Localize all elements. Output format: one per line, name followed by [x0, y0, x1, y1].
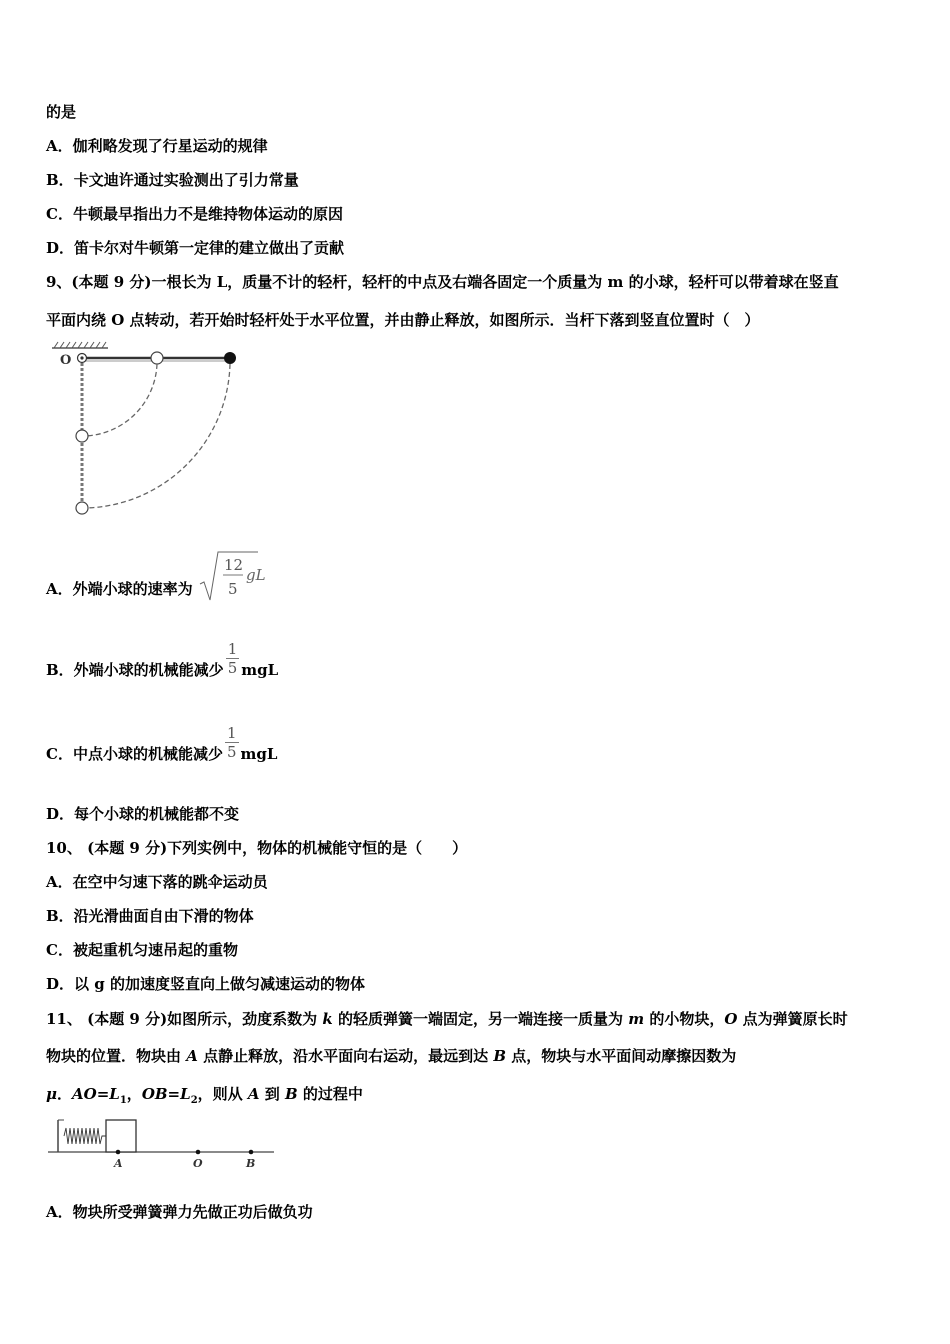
pivot-label-o: O: [60, 353, 72, 368]
fraction-denominator: 5: [227, 580, 238, 598]
q9-option-b[interactable]: [46, 639, 279, 680]
option-text: 牛顿最早指出力不是维持物体运动的原因: [72, 205, 343, 223]
option-tail: mgL: [240, 745, 278, 763]
option-text: 笛卡尔对牛顿第一定律的建立做出了贡献: [74, 239, 345, 257]
q9-rod-figure: [44, 340, 254, 525]
label-b: B: [246, 1157, 256, 1170]
option-letter: A．: [46, 137, 73, 155]
q9-stem-line2: 平面内绕 O 点转动，若开始时轻杆处于水平位置，并由静止释放，如图所示．当杆下落到竖直位置时（ ）: [46, 311, 760, 329]
q11-stem-line2: 物块的位置．物块由 A 点静止释放，沿水平面向右运动，最远到达 B 点，物块与水平面间动摩擦因数为: [46, 1047, 737, 1065]
middle-ball-lower: [76, 430, 88, 442]
option-letter: C．: [46, 205, 73, 223]
option-letter: B．: [46, 171, 74, 189]
q9-option-d[interactable]: D．每个小球的机械能都不变: [46, 805, 240, 823]
q8-option-a[interactable]: [46, 136, 268, 156]
q10-option-d[interactable]: D．以 g 的加速度竖直向上做匀减速运动的物体: [46, 975, 365, 993]
outer-ball: [224, 352, 236, 364]
q9-option-a[interactable]: [46, 556, 266, 604]
option-tail: mgL: [241, 661, 279, 679]
q8-stem-tail: 的是: [46, 103, 77, 121]
fraction-denominator: 5: [227, 658, 238, 677]
q8-option-b[interactable]: [46, 170, 299, 190]
block: [106, 1120, 136, 1152]
ceiling-hatch: [54, 342, 106, 348]
q10-option-b[interactable]: B．沿光滑曲面自由下滑的物体: [46, 907, 254, 925]
outer-ball-lower: [76, 502, 88, 514]
fraction-numerator: 1: [226, 723, 237, 742]
point-o: [196, 1150, 201, 1155]
option-text: 伽利略发现了行星运动的规律: [72, 137, 268, 155]
fraction-denominator: 5: [226, 742, 237, 761]
q10-option-a[interactable]: A．在空中匀速下落的跳伞运动员: [46, 873, 268, 891]
fraction: [226, 640, 240, 677]
option-letter: D．: [46, 239, 75, 257]
spring-icon: [64, 1128, 106, 1144]
q11-spring-figure: [46, 1114, 278, 1174]
option-text: C．中点小球的机械能减少: [46, 745, 223, 763]
middle-ball-arc: [84, 364, 157, 436]
q10-stem: 10、 (本题 9 分)下列实例中，物体的机械能守恒的是（ ）: [46, 839, 468, 857]
fraction: [225, 724, 239, 761]
q8-option-c[interactable]: [46, 204, 343, 224]
fraction-numerator: 1: [227, 639, 238, 658]
q10-option-c[interactable]: C．被起重机匀速吊起的重物: [46, 941, 238, 959]
option-text: 卡文迪许通过实验测出了引力常量: [73, 171, 299, 189]
point-b: [249, 1150, 254, 1155]
point-a: [116, 1150, 121, 1155]
q8-option-d[interactable]: [46, 238, 344, 258]
middle-ball: [151, 352, 163, 364]
q9-stem-line1: 9、(本题 9 分)一根长为 L，质量不计的轻杆，轻杆的中点及右端各固定一个质量为 m 的小球，轻杆可以带着球在竖直: [46, 273, 839, 291]
fraction-numerator: 12: [223, 556, 243, 574]
sqrt-tail: gL: [245, 566, 266, 584]
option-text: B．外端小球的机械能减少: [46, 661, 224, 679]
sqrt-expression: [198, 548, 266, 604]
label-a: A: [114, 1157, 123, 1170]
label-o: O: [193, 1157, 203, 1170]
option-text: A．外端小球的速率为: [46, 580, 193, 598]
q9-option-c[interactable]: [46, 723, 278, 764]
q11-option-a[interactable]: A．物块所受弹簧弹力先做正功后做负功: [46, 1203, 313, 1221]
q11-stem-line1: 11、 (本题 9 分)如图所示，劲度系数为 k 的轻质弹簧一端固定，另一端连接一质量为 m 的小物块，O 点为弹簧原长时: [46, 1010, 848, 1028]
q11-stem-line3: μ．$AO=L_1$，$OB=L_2$，则从 A 到 B 的过程中: [46, 1085, 363, 1106]
outer-ball-arc: [84, 364, 230, 508]
